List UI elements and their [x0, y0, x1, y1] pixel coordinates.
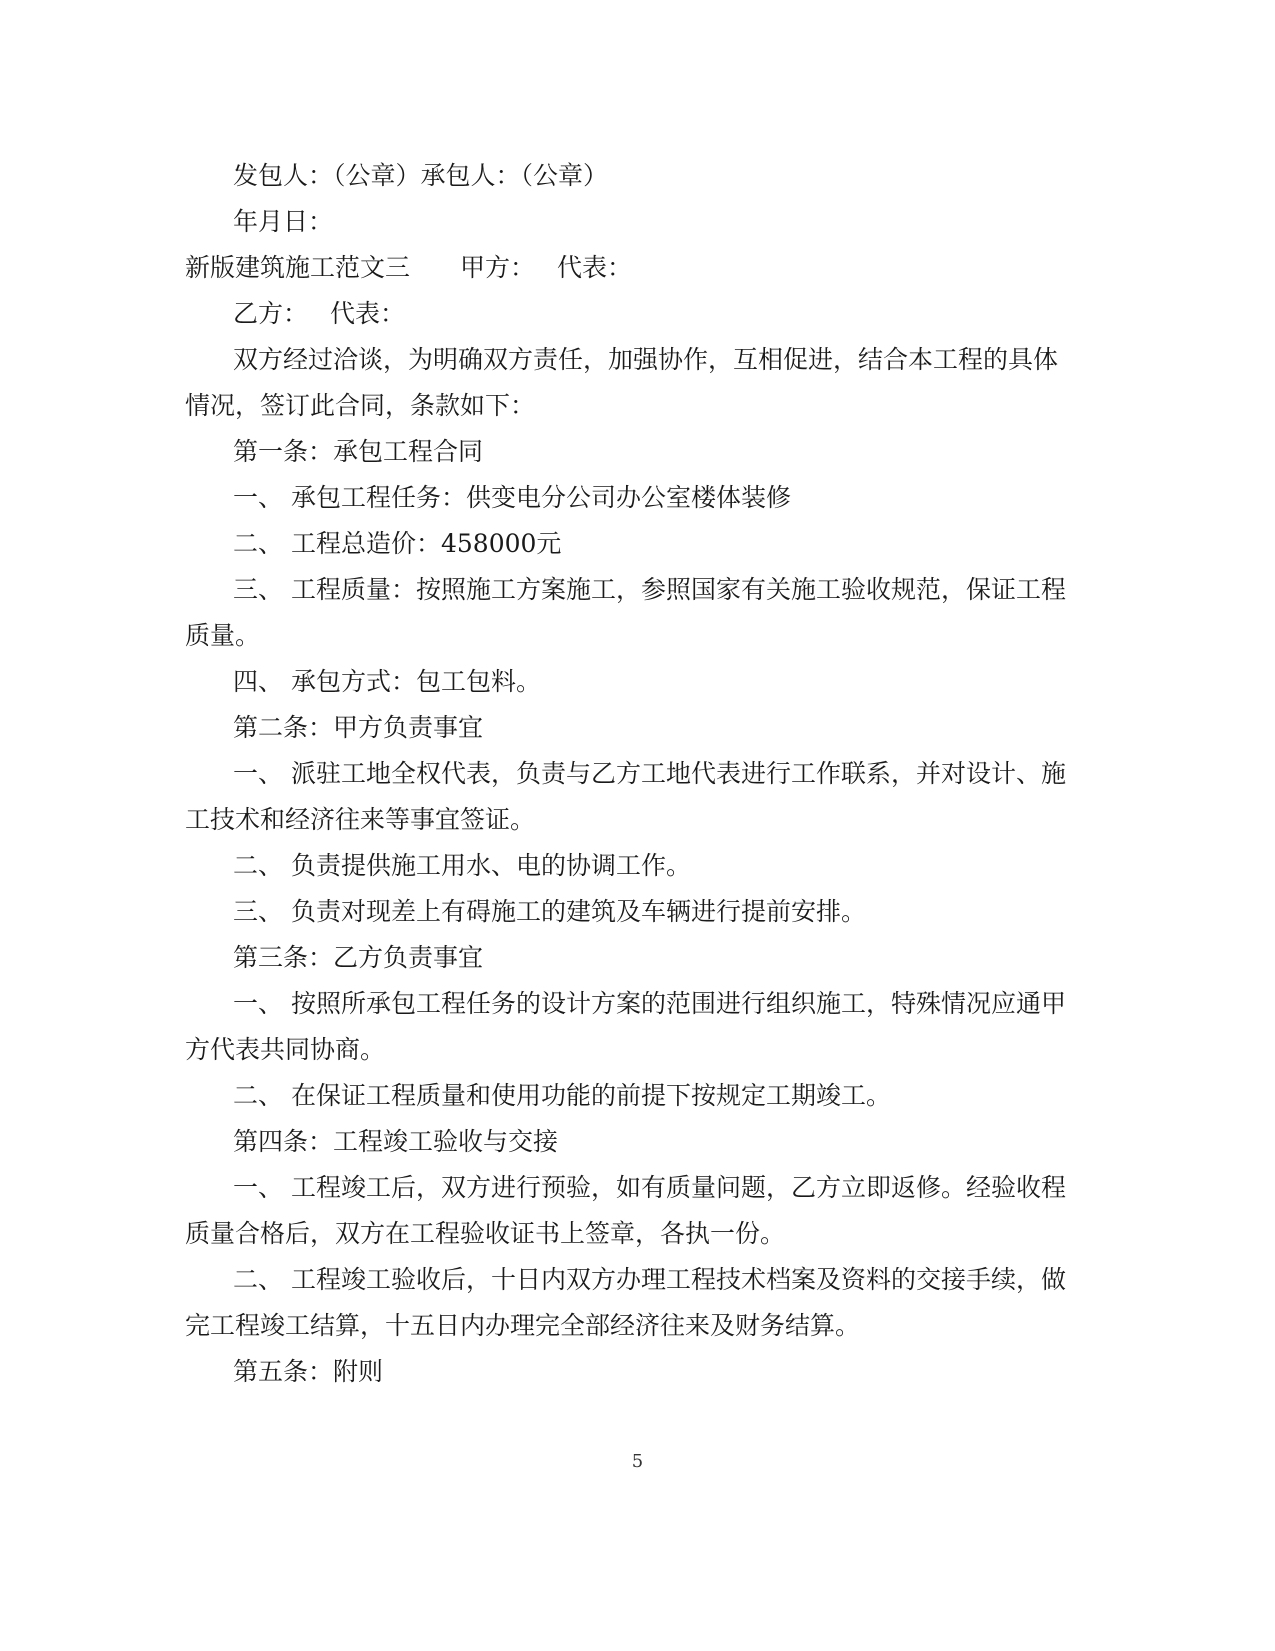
list-item	[233, 528, 1103, 560]
list-item	[233, 482, 1103, 514]
list-item	[233, 896, 1103, 928]
item-number: 二、	[233, 1081, 284, 1110]
item-text: 工程竣工验收后，十日内双方办理工程技术档案及资料的交接手续，做	[291, 1265, 1067, 1294]
item-number: 二、	[233, 529, 284, 558]
paragraph-line	[185, 390, 1055, 422]
list-item	[233, 1172, 1103, 1204]
item-number: 一、	[233, 483, 284, 512]
signature-text: 发包人：（公章）承包人：（公章）	[233, 161, 609, 190]
paragraph-text: 质量。	[185, 621, 261, 650]
party-b-line	[233, 298, 1103, 330]
date-text: 年月日：	[233, 207, 334, 236]
paragraph-text: 完工程竣工结算，十五日内办理完全部经济往来及财务结算。	[185, 1311, 861, 1340]
item-number: 四、	[233, 667, 284, 696]
date-line	[233, 206, 1103, 238]
item-number: 一、	[233, 759, 284, 788]
paragraph-text: 质量合格后，双方在工程验收证书上签章，各执一份。	[185, 1219, 786, 1248]
paragraph-line	[185, 804, 1055, 836]
list-item	[233, 988, 1103, 1020]
paragraph-text: 情况，签订此合同，条款如下：	[185, 391, 536, 420]
paragraph-text: 工技术和经济往来等事宜签证。	[185, 805, 536, 834]
article-heading	[233, 436, 1103, 468]
article-heading	[233, 1126, 1103, 1158]
item-text: 承包工程任务：供变电分公司办公室楼体装修	[291, 483, 792, 512]
list-item	[233, 1080, 1103, 1112]
list-item	[233, 574, 1103, 606]
list-item	[233, 850, 1103, 882]
party-b-label: 乙方：	[233, 299, 309, 328]
paragraph-line	[185, 1310, 1055, 1342]
paragraph-text: 方代表共同协商。	[185, 1035, 386, 1064]
item-text: 派驻工地全权代表，负责与乙方工地代表进行工作联系，并对设计、施	[291, 759, 1067, 788]
item-text: 负责提供施工用水、电的协调工作。	[291, 851, 692, 880]
list-item	[233, 758, 1103, 790]
paragraph-line	[233, 344, 1103, 376]
list-item	[233, 666, 1103, 698]
article-title: 第一条：承包工程合同	[233, 437, 484, 466]
item-text: 工程总造价：458000元	[291, 529, 562, 558]
article-title: 第三条：乙方负责事宜	[233, 943, 484, 972]
item-number: 一、	[233, 1173, 284, 1202]
article-title: 第四条：工程竣工验收与交接	[233, 1127, 559, 1156]
item-number: 三、	[233, 575, 284, 604]
signature-line	[233, 160, 1103, 192]
party-a-label: 甲方：	[460, 253, 536, 282]
party-b-rep-label: 代表：	[330, 299, 406, 328]
contract-title: 新版建筑施工范文三	[185, 253, 411, 282]
item-text: 承包方式：包工包料。	[291, 667, 542, 696]
article-heading	[233, 1356, 1103, 1388]
item-text: 工程竣工后，双方进行预验，如有质量问题，乙方立即返修。经验收程	[291, 1173, 1067, 1202]
paragraph-text: 双方经过洽谈，为明确双方责任，加强协作，互相促进，结合本工程的具体	[233, 345, 1059, 374]
item-number: 二、	[233, 1265, 284, 1294]
party-a-rep-label: 代表：	[557, 253, 633, 282]
contract-heading-line	[185, 252, 1055, 284]
paragraph-line	[185, 1218, 1055, 1250]
article-heading	[233, 942, 1103, 974]
item-text: 负责对现差上有碍施工的建筑及车辆进行提前安排。	[291, 897, 867, 926]
paragraph-line	[185, 1034, 1055, 1066]
paragraph-line	[185, 620, 1055, 652]
item-text: 工程质量：按照施工方案施工，参照国家有关施工验收规范，保证工程	[291, 575, 1067, 604]
item-number: 一、	[233, 989, 284, 1018]
article-title: 第二条：甲方负责事宜	[233, 713, 484, 742]
article-title: 第五条：附则	[233, 1357, 384, 1386]
item-text: 按照所承包工程任务的设计方案的范围进行组织施工，特殊情况应通甲	[291, 989, 1067, 1018]
page-number: 5	[631, 1451, 644, 1472]
list-item	[233, 1264, 1103, 1296]
item-number: 二、	[233, 851, 284, 880]
item-text: 在保证工程质量和使用功能的前提下按规定工期竣工。	[291, 1081, 892, 1110]
item-number: 三、	[233, 897, 284, 926]
article-heading	[233, 712, 1103, 744]
